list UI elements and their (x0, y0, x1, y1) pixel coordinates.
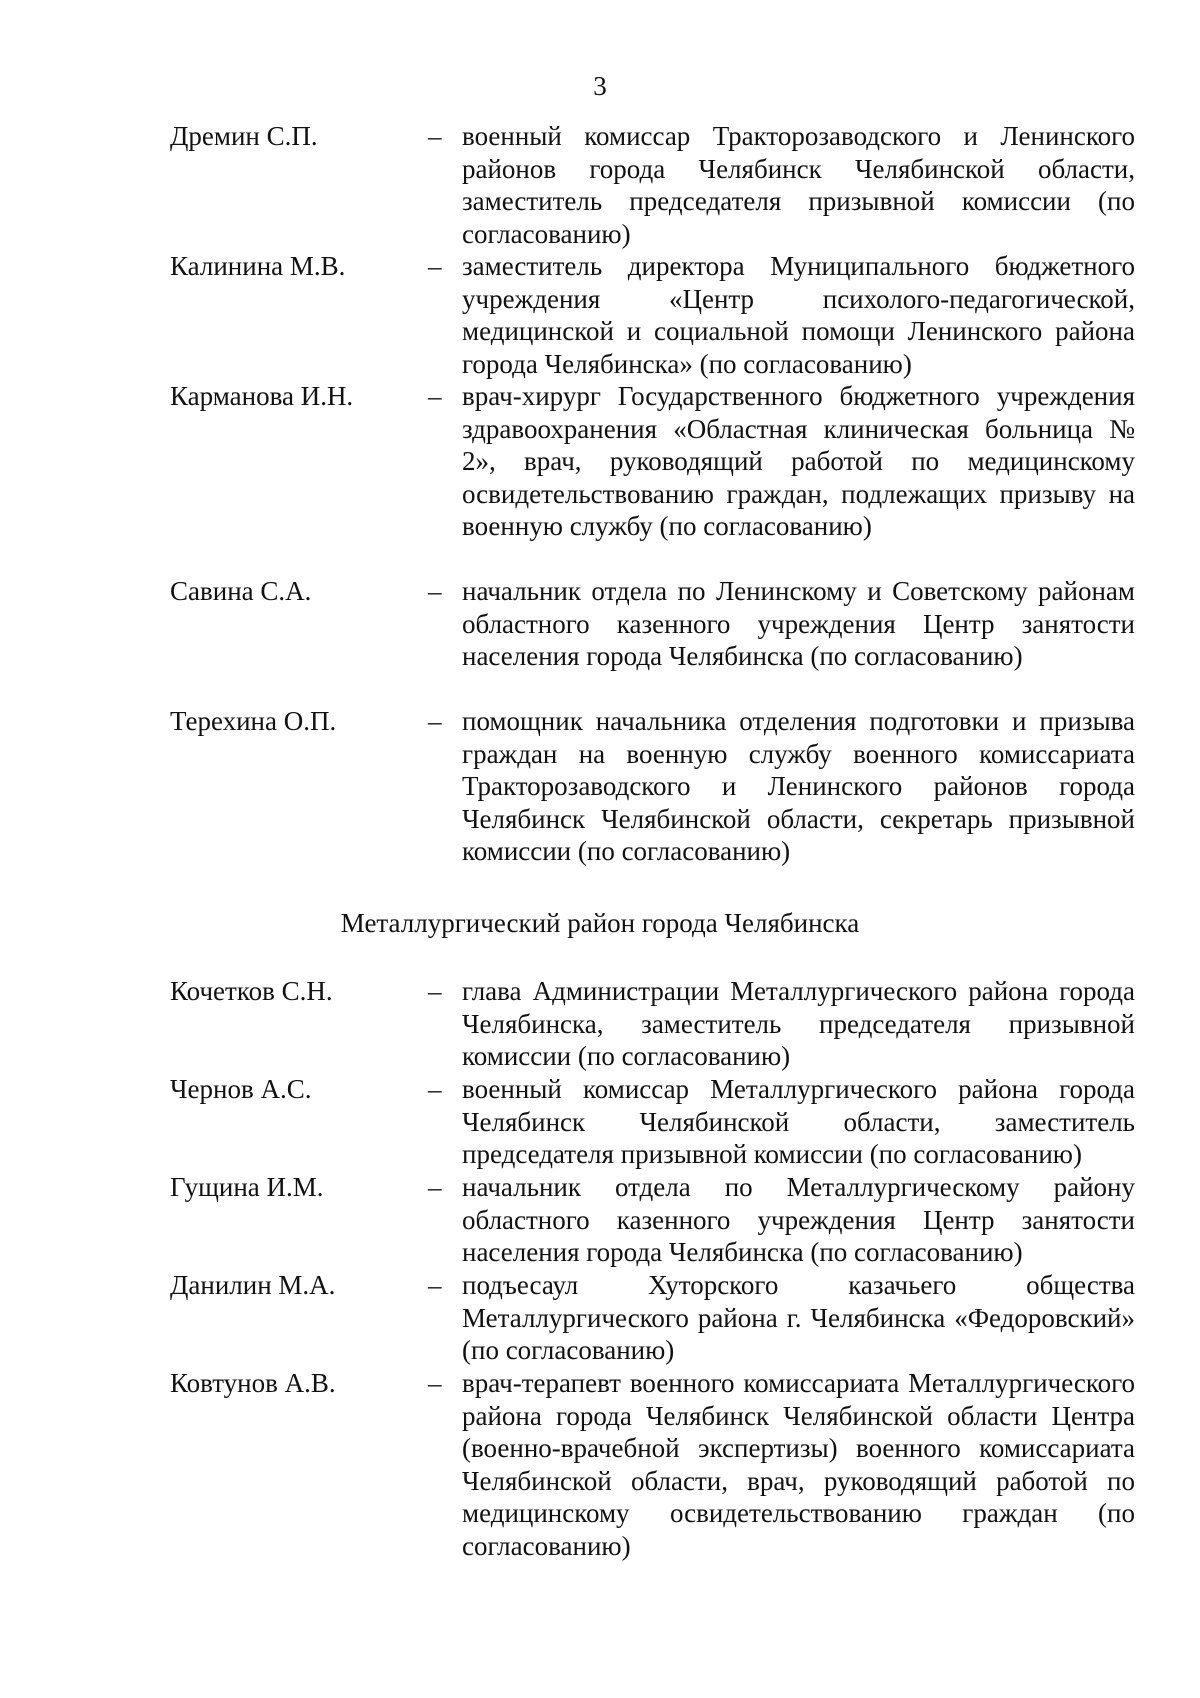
member-entry (170, 1171, 1135, 1269)
member-dash: – (428, 576, 442, 606)
member-name: Кочетков С.Н. (170, 976, 333, 1006)
member-dash: – (428, 1172, 442, 1202)
member-role: военный комиссар Тракторозаводского и Ленинского районов города Челябинск Челябинской области, заместитель председателя призывной комиссии (по согласованию) (462, 121, 1135, 249)
member-entry (170, 380, 1135, 575)
member-name: Ковтунов А.В. (170, 1368, 336, 1398)
member-dash: – (428, 251, 442, 281)
member-name: Савина С.А. (170, 576, 312, 606)
member-entry (170, 975, 1135, 1073)
member-role: начальник отдела по Ленинскому и Советскому районам областного казенного учреждения Центр занятости населения города Челябинска (по согласованию) (462, 576, 1135, 671)
member-entry (170, 1073, 1135, 1171)
member-role: врач-хирург Государственного бюджетного учреждения здравоохранения «Областная клиническая больница № 2», врач, руководящий работой по медицинскому освидетельствованию граждан, подлежащих призыву на военную службу (по согласованию) (462, 381, 1135, 541)
member-name: Чернов А.С. (170, 1074, 312, 1104)
member-role: заместитель директора Муниципального бюджетного учреждения «Центр психолого-педагогической, медицинской и социальной помощи Ленинского района города Челябинска» (по согласованию) (462, 251, 1135, 379)
member-entry (170, 1269, 1135, 1367)
member-entry (170, 575, 1135, 705)
member-dash: – (428, 381, 442, 411)
member-name: Данилин М.А. (170, 1270, 336, 1300)
member-name: Дремин С.П. (170, 121, 318, 151)
member-role: подъесаул Хуторского казачьего общества Металлургического района г. Челябинска «Федоровский» (по согласованию) (462, 1270, 1135, 1365)
member-role: врач-терапевт военного комиссариата Металлургического района города Челябинск Челябинской области Центра (военно-врачебной экспертизы) военного комиссариата Челябинской области, врач, руководящий работой по медицинскому освидетельствованию граждан (по согласованию) (462, 1368, 1135, 1561)
page-number: 3 (593, 71, 607, 101)
member-dash: – (428, 706, 442, 736)
member-role: глава Администрации Металлургического района города Челябинска, заместитель председателя призывной комиссии (по согласованию) (462, 976, 1135, 1071)
member-dash: – (428, 1270, 442, 1300)
member-entry (170, 705, 1135, 868)
member-list-leninsky (170, 120, 1135, 868)
member-list-metallurgical (170, 975, 1135, 1567)
member-role: помощник начальника отделения подготовки и призыва граждан на военную службу военного комиссариата Тракторозаводского и Ленинского районов города Челябинск Челябинской области, секретарь призывной комиссии (по согласованию) (462, 706, 1135, 866)
member-role: военный комиссар Металлургического района города Челябинск Челябинской области, заместитель председателя призывной комиссии (по согласованию) (462, 1074, 1135, 1169)
member-dash: – (428, 1074, 442, 1104)
member-name: Карманова И.Н. (170, 381, 354, 411)
member-entry (170, 250, 1135, 380)
member-entry (170, 120, 1135, 250)
member-entry (170, 1367, 1135, 1567)
member-dash: – (428, 1368, 442, 1398)
member-dash: – (428, 121, 442, 151)
member-dash: – (428, 976, 442, 1006)
member-name: Терехина О.П. (170, 706, 337, 736)
member-name: Калинина М.В. (170, 251, 346, 281)
member-name: Гущина И.М. (170, 1172, 324, 1202)
section-heading-metallurgical: Металлургический район города Челябинска (340, 908, 860, 938)
member-role: начальник отдела по Металлургическому району областного казенного учреждения Центр занятости населения города Челябинска (по согласованию) (462, 1172, 1135, 1267)
